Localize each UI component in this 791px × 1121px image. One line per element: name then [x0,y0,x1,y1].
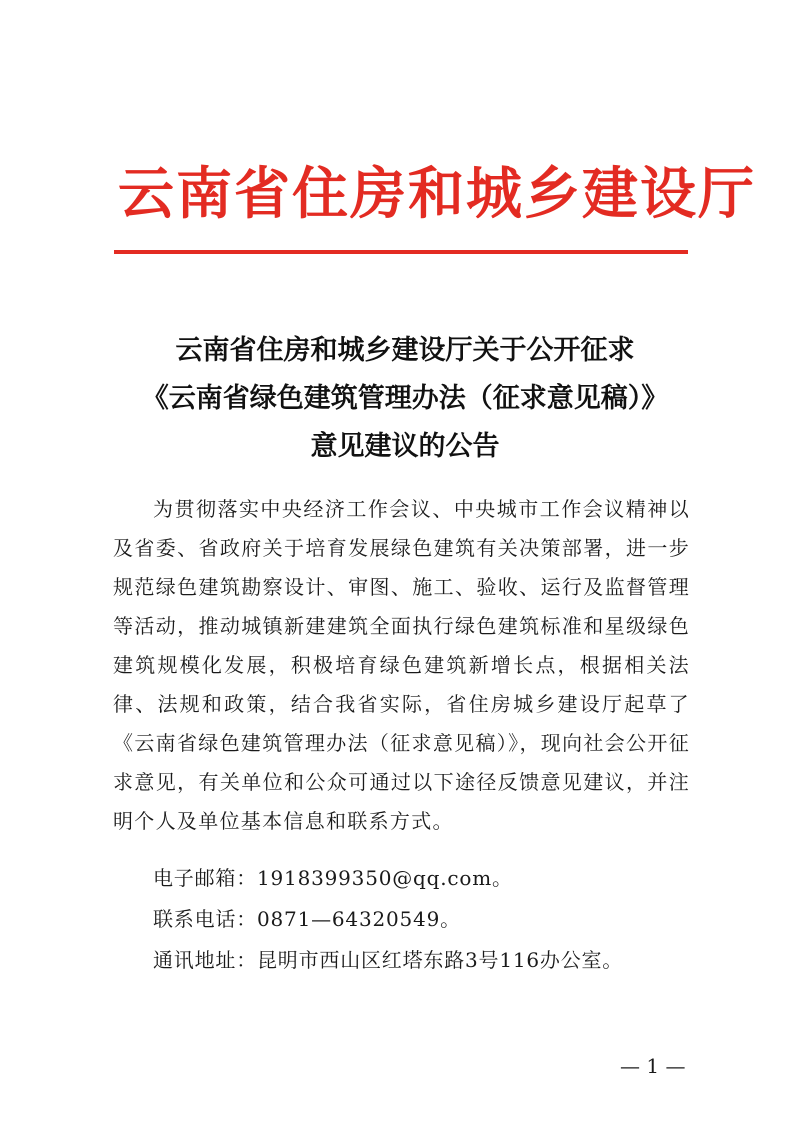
page-number: — 1 — [620,1054,686,1078]
letterhead-red-rule [114,250,688,254]
body-paragraph: 为贯彻落实中央经济工作会议、中央城市工作会议精神以及省委、省政府关于培育发展绿色建筑有关决策部署，进一步规范绿色建筑勘察设计、审图、施工、验收、运行及监督管理等活动，推动城镇新建建筑全面执行绿色建筑标准和星级绿色建筑规模化发展，积极培育绿色建筑新增长点，根据相关法律、法规和政策，结合我省实际，省住房城乡建设厅起草了《云南省绿色建筑管理办法（征求意见稿）》，现向社会公开征求意见，有关单位和公众可通过以下途径反馈意见建议，并注明个人及单位基本信息和联系方式。 [113,497,690,833]
title-line-1: 云南省住房和城乡建设厅关于公开征求 [175,335,635,366]
title-line-3: 意见建议的公告 [310,431,500,462]
contact-email: 电子邮箱：1918399350@qq.com。 [153,866,513,890]
contact-address: 通讯地址：昆明市西山区红塔东路3号116办公室。 [153,948,624,972]
letterhead-org-name: 云南省住房和城乡建设厅 [118,161,756,227]
notice-title [100,327,710,471]
contact-phone: 联系电话：0871—64320549。 [153,907,461,931]
title-line-2: 《云南省绿色建筑管理办法（征求意见稿）》 [141,383,669,414]
